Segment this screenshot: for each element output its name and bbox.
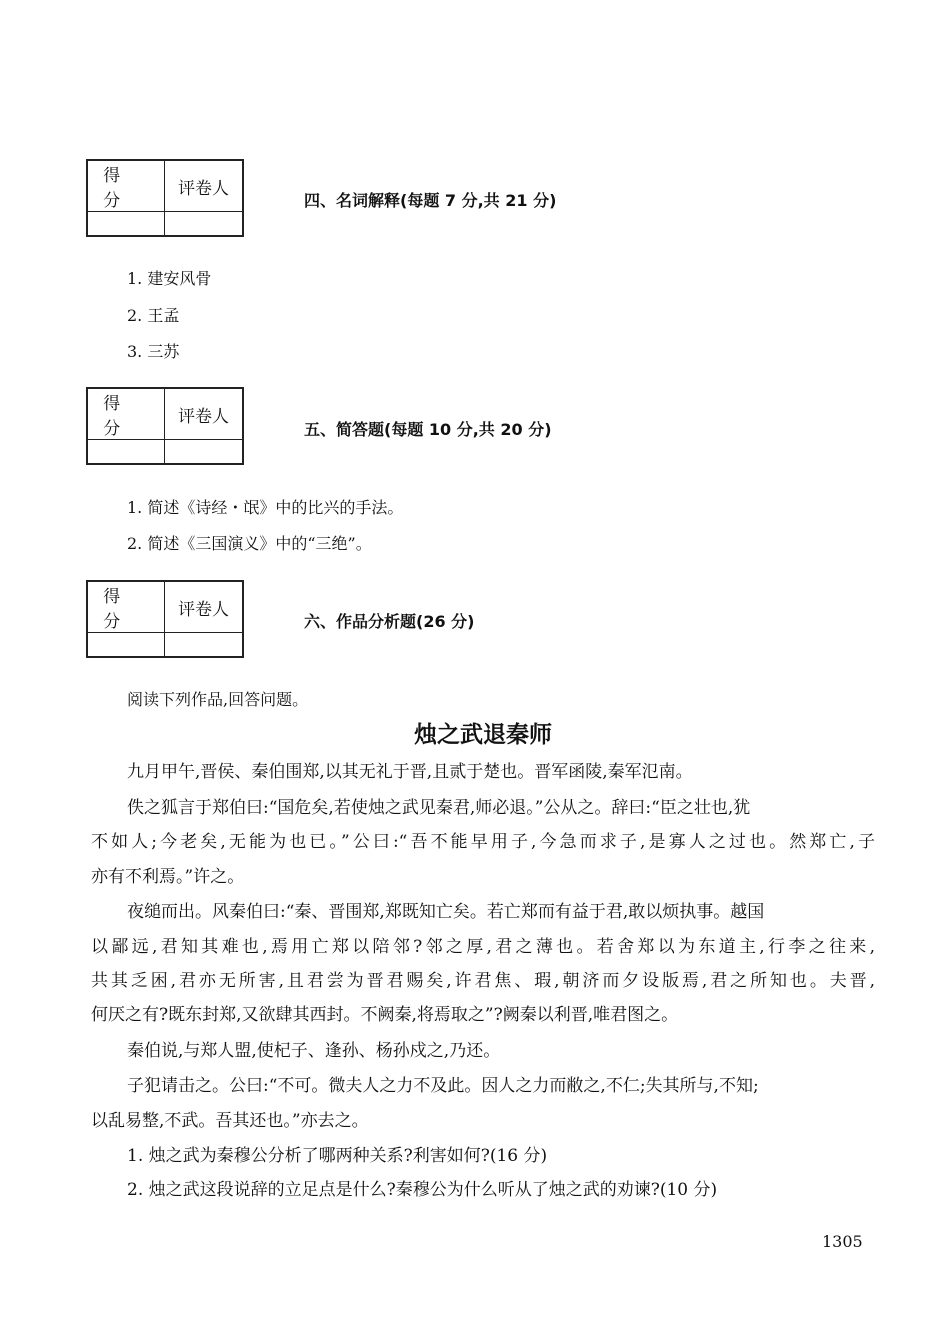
passage-line: 子犯请击之。公曰:“不可。微夫人之力不及此。因人之力而敝之,不仁;失其所与,不知; xyxy=(127,1076,759,1096)
passage-line: 共其乏困,君亦无所害,且君尝为晋君赐矣,许君焦、瑕,朝济而夕设版焉,君之所知也。夫晋, xyxy=(91,971,875,991)
score-box-section-4 xyxy=(86,159,244,237)
grader-cell[interactable] xyxy=(165,440,242,463)
grader-label: 评卷人 xyxy=(165,389,242,440)
score-box-section-6 xyxy=(86,580,244,658)
section-4-item: 3. 三苏 xyxy=(127,342,180,361)
grader-label: 评卷人 xyxy=(165,582,242,633)
section-6-title: 六、作品分析题(26 分) xyxy=(304,612,475,631)
grader-cell[interactable] xyxy=(165,212,242,235)
passage-line: 以鄙远,君知其难也,焉用亡郑以陪邻?邻之厚,君之薄也。若舍郑以为东道主,行李之往来, xyxy=(91,937,875,957)
passage-line: 以乱易整,不武。吾其还也。”亦去之。 xyxy=(91,1111,369,1131)
passage-line: 亦有不利焉。”许之。 xyxy=(91,867,245,887)
section-6-instruction: 阅读下列作品,回答问题。 xyxy=(127,690,309,709)
passage-line: 夜缒而出。风秦伯曰:“秦、晋围郑,郑既知亡矣。若亡郑而有益于君,敢以烦执事。越国 xyxy=(127,902,765,922)
passage-line: 九月甲午,晋侯、秦伯围郑,以其无礼于晋,且贰于楚也。晋军函陵,秦军氾南。 xyxy=(127,762,693,782)
question-item: 1. 烛之武为秦穆公分析了哪两种关系?利害如何?(16 分) xyxy=(127,1146,548,1166)
passage-line: 秦伯说,与郑人盟,使杞子、逢孙、杨孙戍之,乃还。 xyxy=(127,1041,501,1061)
section-4-item: 2. 王孟 xyxy=(127,306,180,325)
score-label: 得分 xyxy=(88,389,165,440)
score-cell[interactable] xyxy=(88,633,165,656)
grader-label: 评卷人 xyxy=(165,161,242,212)
passage-line: 佚之狐言于郑伯曰:“国危矣,若使烛之武见秦君,师必退。”公从之。辞曰:“臣之壮也,犹 xyxy=(127,798,751,818)
question-item: 2. 烛之武这段说辞的立足点是什么?秦穆公为什么听从了烛之武的劝谏?(10 分) xyxy=(127,1180,718,1200)
section-5-item: 2. 简述《三国演义》中的“三绝”。 xyxy=(127,534,372,553)
score-cell[interactable] xyxy=(88,440,165,463)
score-cell[interactable] xyxy=(88,212,165,235)
section-5-title: 五、简答题(每题 10 分,共 20 分) xyxy=(304,420,552,439)
section-4-title: 四、名词解释(每题 7 分,共 21 分) xyxy=(304,191,557,210)
score-box-section-5 xyxy=(86,387,244,465)
passage-line: 何厌之有?既东封郑,又欲肆其西封。不阙秦,将焉取之”?阙秦以利晋,唯君图之。 xyxy=(91,1005,679,1025)
score-label: 得分 xyxy=(88,161,165,212)
grader-cell[interactable] xyxy=(165,633,242,656)
score-label: 得分 xyxy=(88,582,165,633)
section-5-item: 1. 简述《诗经・氓》中的比兴的手法。 xyxy=(127,498,404,517)
passage-title: 烛之武退秦师 xyxy=(414,722,552,748)
page-number: 1305 xyxy=(822,1232,863,1251)
passage-line: 不如人;今老矣,无能为也已。”公曰:“吾不能早用子,今急而求子,是寡人之过也。然郑亡,子 xyxy=(91,832,875,852)
section-4-item: 1. 建安风骨 xyxy=(127,269,212,288)
